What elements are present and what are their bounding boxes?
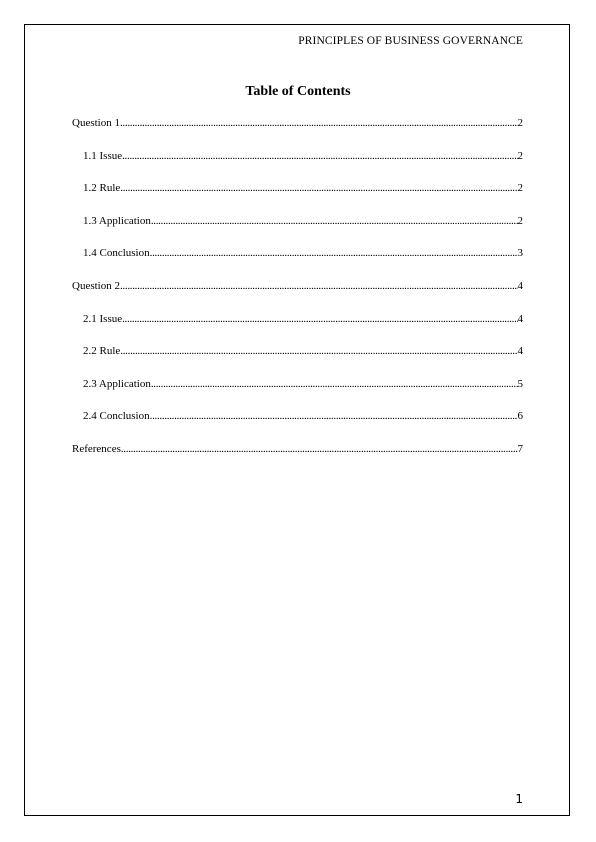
toc-entry-page: 3 xyxy=(517,247,523,260)
toc-dot-leader xyxy=(122,149,517,163)
toc-entry-label: References xyxy=(72,442,121,455)
toc-dot-leader xyxy=(120,181,517,195)
toc-entry-2-3-application[interactable] xyxy=(72,377,523,410)
toc-entry-label: 2.3 Application xyxy=(83,377,151,390)
toc-entry-label: 1.1 Issue xyxy=(83,149,123,162)
toc-entry-label: 2.2 Rule xyxy=(83,345,121,358)
toc-entry-page: 2 xyxy=(517,182,523,195)
toc-entry-2-4-conclusion[interactable] xyxy=(72,409,523,442)
toc-entry-1-3-application[interactable] xyxy=(72,214,523,247)
toc-entry-label: 1.2 Rule xyxy=(83,182,121,195)
toc-dot-leader xyxy=(120,116,518,130)
toc-entry-question-1[interactable] xyxy=(72,116,523,149)
toc-dot-leader xyxy=(150,246,518,260)
toc-entry-label: Question 1 xyxy=(72,117,120,129)
toc-entry-page: 5 xyxy=(517,377,523,390)
toc-entry-1-4-conclusion[interactable] xyxy=(72,246,523,279)
toc-title: Table of Contents xyxy=(245,84,351,99)
toc-entry-page: 4 xyxy=(517,345,523,358)
toc-entry-page: 7 xyxy=(517,442,523,455)
toc-dot-leader xyxy=(122,312,517,326)
toc-entry-page: 2 xyxy=(517,214,523,227)
toc-dot-leader xyxy=(151,214,518,228)
toc-dot-leader xyxy=(120,279,518,293)
toc-entry-label: 1.3 Application xyxy=(83,214,151,227)
toc-entry-question-2[interactable] xyxy=(72,279,523,312)
toc-entry-page: 4 xyxy=(517,312,523,325)
toc-list xyxy=(72,116,523,475)
toc-entry-2-1-issue[interactable] xyxy=(72,312,523,345)
toc-entry-1-1-issue[interactable] xyxy=(72,149,523,182)
toc-entry-page: 4 xyxy=(517,279,523,292)
toc-entry-2-2-rule[interactable] xyxy=(72,344,523,377)
toc-entry-page: 2 xyxy=(517,149,523,162)
toc-entry-label: 1.4 Conclusion xyxy=(83,247,150,260)
toc-dot-leader xyxy=(150,409,518,423)
toc-dot-leader xyxy=(120,344,517,358)
toc-entry-label: Question 2 xyxy=(72,279,120,292)
toc-entry-references[interactable] xyxy=(72,442,523,475)
toc-dot-leader xyxy=(121,442,518,456)
toc-entry-label: 2.4 Conclusion xyxy=(83,410,150,423)
toc-entry-label: 2.1 Issue xyxy=(83,312,123,325)
toc-entry-1-2-rule[interactable] xyxy=(72,181,523,214)
toc-entry-page: 2 xyxy=(517,117,523,129)
toc-entry-page: 6 xyxy=(517,410,523,423)
toc-dot-leader xyxy=(151,377,518,391)
running-header: PRINCIPLES OF BUSINESS GOVERNANCE xyxy=(298,35,523,47)
page-number: 1 xyxy=(515,792,523,806)
